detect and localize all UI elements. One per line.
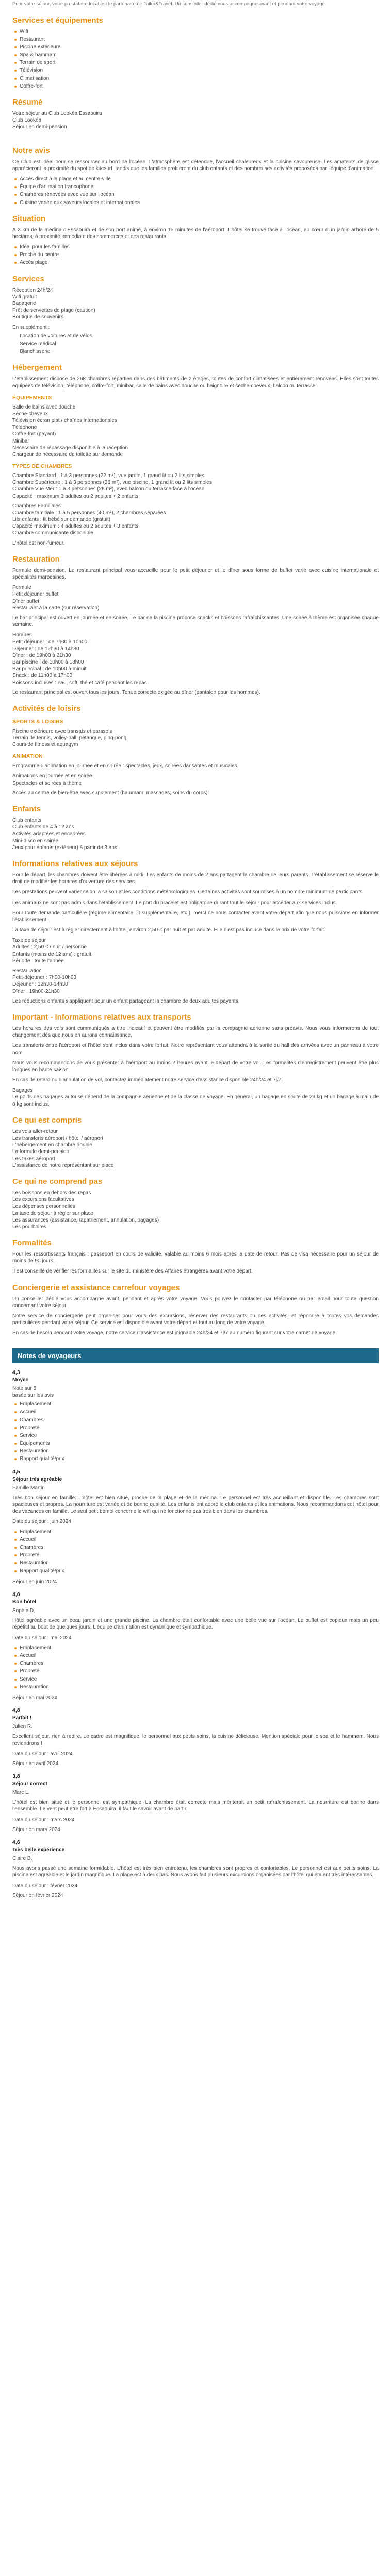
section-title-conciergerie: Conciergerie et assistance carrefour voyages (12, 1283, 180, 1292)
excluded-line: Les excursions facultatives (12, 1197, 74, 1203)
notes-summary (12, 1369, 379, 1463)
list-item: Emplacement (13, 1529, 379, 1535)
review-title: Bon hôtel (12, 1599, 37, 1605)
excluded-line: La taxe de séjour à régler sur place (12, 1210, 93, 1216)
review-score: 4,6 (12, 1839, 20, 1846)
hours-line: Bar piscine : de 10h00 à 18h00 (12, 659, 84, 666)
review-score: 4,0 (12, 1591, 20, 1598)
list-item: Équipe d'animation francophone (13, 183, 379, 190)
list-item: Accueil (13, 1409, 379, 1415)
infos-subtitle: Taxe de séjour (12, 938, 46, 944)
review-text: L'hôtel est bien situé et le personnel est sympathique. La chambre était correcte mais mériterait un petit rafraîchissement. La nourriture est bonne dans l'ensemble. Le vent peut être fort à Essaouira, il faut le savoir avant de partir. (12, 1800, 379, 1812)
summary-line: basée sur les avis (12, 1392, 54, 1398)
list-item: Rapport qualité/prix (13, 1455, 379, 1462)
list-item: Service (13, 1432, 379, 1439)
services-subtitle: En supplément : (12, 324, 50, 330)
services-line: Réception 24h/24 (12, 287, 53, 293)
section-title-transports: Important - Informations relatives aux transports (12, 1012, 191, 1022)
kids-line: Club enfants de 4 à 12 ans (12, 824, 74, 831)
family-room-title: Chambres Familiales (12, 503, 61, 509)
section-title-situation: Situation (12, 214, 46, 223)
avis-paragraph: Ce Club est idéal pour se ressourcer au bord de l'océan. L'atmosphère est détendue, l'accueil chaleureux et la cuisine savoureuse. Les amateurs de glisse apprécieront la proximité du spot de kitesurf, tandis que les familles profiteront du club enfants et des nombreuses activités proposées par l'équipe d'animation. (12, 159, 379, 172)
list-item: Terrain de sport (13, 59, 379, 66)
list-item: Service (13, 1676, 379, 1683)
list-item: Blanchisserie (20, 349, 51, 355)
infos-paragraph: Les réductions enfants s'appliquent pour un enfant partageant la chambre de deux adultes payants. (12, 998, 240, 1004)
equipment-line: Télévision écran plat / chaînes internationales (12, 417, 117, 423)
infos-paragraph: Pour toute demande particulière (régime alimentaire, lit supplémentaire, etc.), merci de nous contacter avant votre départ afin que nous puissions en informer l'établissement. (12, 910, 379, 923)
infos-subtitle: Restauration (12, 968, 42, 974)
review-period: Séjour en mars 2024 (12, 1826, 60, 1833)
infos-paragraph: Les animaux ne sont pas admis dans l'établissement. Le port du bracelet est obligatoire durant tout le séjour pour accéder aux services inclus. (12, 900, 337, 906)
activity-line: Cours de fitness et aquagym (12, 742, 78, 748)
activity-line: Spectacles et soirées à thème (12, 780, 82, 786)
equipment-line: Nécessaire de repassage disponible à la réception (12, 445, 128, 451)
list-item: Propreté (13, 1552, 379, 1558)
services-line: Wifi gratuit (12, 294, 37, 300)
subsection-title: ANIMATION (12, 753, 43, 760)
transports-paragraph: En cas de retard ou d'annulation de vol, contactez immédiatement notre service d'assistance disponible 24h/24 et 7j/7. (12, 1077, 283, 1083)
list-item: Accueil (13, 1536, 379, 1543)
restauration-subtitle: Horaires (12, 632, 32, 638)
review-author: Marc L. (12, 1790, 30, 1796)
review-date: Date du séjour : juin 2024 (12, 1519, 71, 1525)
subsection-title: TYPES DE CHAMBRES (12, 463, 72, 470)
review-text: Excellent séjour, rien à redire. Le cadre est magnifique, le personnel aux petits soins, la cuisine délicieuse. Mention spéciale pour le spa et le hammam. Nous reviendrons ! (12, 1734, 379, 1747)
kids-line: Mini-disco en soirée (12, 838, 58, 844)
review-date: Date du séjour : mars 2024 (12, 1817, 75, 1823)
services-line: Prêt de serviettes de plage (caution) (12, 308, 95, 314)
list-item: Chambres (13, 1660, 379, 1667)
transports-paragraph: Les transferts entre l'aéroport et l'hôtel sont inclus dans votre forfait. Notre représentant vous attendra à la sortie du hall des arrivées avec un panneau à votre nom. (12, 1043, 379, 1056)
section-title-included: Ce qui est compris (12, 1115, 82, 1125)
list-item: Piscine extérieure (13, 44, 379, 50)
services-line: Boutique de souvenirs (12, 314, 63, 320)
section-title-services-hotel: Services (12, 274, 44, 283)
avis-list (13, 176, 379, 206)
list-item: Wifi (13, 28, 379, 35)
review-title: Très belle expérience (12, 1846, 65, 1853)
activity-paragraph: Accès au centre de bien-être avec supplément (hammam, massages, soins du corps). (12, 790, 209, 796)
review-period: Séjour en mai 2024 (12, 1694, 57, 1701)
room-line: Chambre Standard : 1 à 3 personnes (22 m²), vue jardin, 1 grand lit ou 2 lits simples (12, 472, 204, 479)
activity-line: Piscine extérieure avec transats et parasols (12, 728, 112, 734)
transports-paragraph: Les horaires des vols sont communiqués à titre indicatif et peuvent être modifiés par la compagnie aérienne sans préavis. Nous vous informerons de tout changement dès que nous en aurons connaissance. (12, 1025, 379, 1039)
kids-line: Activités adaptées et encadrées (12, 831, 86, 837)
services-line: Bagagerie (12, 301, 36, 307)
notes-header-bar: Notes de voyageurs (12, 1348, 379, 1363)
transports-subtitle: Bagages (12, 1088, 33, 1094)
conciergerie-paragraph: En cas de besoin pendant votre voyage, notre service d'assistance est joignable 24h/24 et 7j/7 au numéro figurant sur votre carnet de voyage. (12, 1330, 337, 1336)
situation-paragraph: À 3 km de la médina d'Essaouira et de son port animé, à environ 15 minutes de l'aéroport. L'hôtel se trouve face à l'océan, au cœur d'un jardin arboré de 5 hectares, à proximité immédiate des commerces et des restaurants. (12, 227, 379, 240)
room-line: Chambre communicante disponible (12, 530, 93, 536)
list-item: Emplacement (13, 1401, 379, 1408)
review-criteria (13, 1645, 379, 1690)
infos-paragraph: La taxe de séjour est à régler directement à l'hôtel, environ 2,50 € par nuit et par adulte. Elle n'est pas incluse dans le prix de votre forfait. (12, 927, 325, 934)
equipment-line: Minibar (12, 438, 29, 444)
review-author: Julien R. (12, 1724, 32, 1730)
section-title-enfants: Enfants (12, 805, 41, 814)
list-item: Accès plage (13, 259, 379, 266)
hours-line: Dîner : de 19h00 à 21h30 (12, 652, 71, 658)
equipment-line: Salle de bains avec douche (12, 404, 76, 410)
criteria-list (13, 1401, 379, 1463)
section-title-restauration: Restauration (12, 554, 60, 564)
restauration-paragraph: Le bar principal est ouvert en journée et en soirée. Le bar de la piscine propose snacks et boissons rafraîchissantes. Une soirée à thème est organisée chaque semaine. (12, 615, 379, 628)
conciergerie-paragraph: Notre service de conciergerie peut organiser pour vous des excursions, réserver des restaurants ou des activités, et répondre à toutes vos demandes particulières pendant votre séjour. Ce service est disponible avant votre départ et tout au long de votre voyage. (12, 1313, 379, 1326)
review-text: Nous avons passé une semaine formidable. L'hôtel est très bien entretenu, les chambres sont propres et confortables. Le personnel est aux petits soins. La piscine est agréable et le jardin magnifique. La plage est à deux pas. Nous avons fait plusieurs excursions organisées par l'hôtel qui étaient très intéressantes. (12, 1866, 379, 1878)
tax-line: Période : toute l'année (12, 958, 64, 964)
list-item: Chambres rénovées avec vue sur l'océan (13, 191, 379, 198)
restauration-line: Restaurant à la carte (sur réservation) (12, 605, 100, 611)
services-extra-list (13, 333, 379, 355)
restauration-paragraph: Formule demi-pension. Le restaurant principal vous accueille pour le petit déjeuner et le dîner sous forme de buffet varié avec cuisine internationale et spécialités marocaines. (12, 567, 379, 580)
review-title: Séjour très agréable (12, 1476, 62, 1482)
section-title-activites: Activités de loisirs (12, 704, 81, 713)
tax-line: Enfants (moins de 12 ans) : gratuit (12, 951, 91, 957)
list-item: Télévision (13, 67, 379, 74)
hebergement-note: L'hôtel est non-fumeur. (12, 540, 65, 546)
review-criteria (13, 1529, 379, 1574)
overall-label: Moyen (12, 1377, 29, 1383)
section-title-infos: Informations relatives aux séjours (12, 859, 138, 868)
kids-subtitle: Club enfants (12, 818, 42, 824)
subsection-title: ÉQUIPEMENTS (12, 394, 52, 401)
transports-paragraph: Nous vous recommandons de vous présenter à l'aéroport au moins 2 heures avant le départ de votre vol. Les formalités d'enregistrement peuvent être plus longues en haute saison. (12, 1060, 379, 1073)
list-item: Restauration (13, 1684, 379, 1690)
list-item: Proche du centre (13, 251, 379, 258)
list-item: Service médical (20, 341, 56, 347)
summary-line: Note sur 5 (12, 1385, 37, 1392)
hours-line: Boissons incluses : eau, soft, thé et café pendant les repas (12, 680, 147, 686)
review-item (12, 1469, 379, 1585)
restauration-line: Dîner buffet (12, 598, 40, 604)
list-item: Propreté (13, 1668, 379, 1674)
list-item: Cuisine variée aux saveurs locales et internationales (13, 199, 379, 206)
list-item: Accueil (13, 1652, 379, 1659)
list-item: Restaurant (13, 36, 379, 43)
list-item: Chambres (13, 1417, 379, 1423)
subsection-title: SPORTS & LOISIRS (12, 719, 63, 725)
included-line: Les transferts aéroport / hôtel / aéroport (12, 1136, 104, 1142)
list-item: Chambres (13, 1544, 379, 1551)
equipment-line: Coffre-fort (payant) (12, 431, 56, 437)
kids-line: Jeux pour enfants (extérieur) à partir de 3 ans (12, 844, 117, 851)
tax-line: Adultes : 2,50 € / nuit / personne (12, 944, 87, 951)
excluded-line: Les dépenses personnelles (12, 1204, 75, 1210)
hours-line: Snack : de 11h00 à 17h00 (12, 673, 73, 679)
room-line: Capacité : maximum 3 adultes ou 2 adultes + 2 enfants (12, 493, 139, 499)
included-line: La formule demi-pension (12, 1149, 70, 1155)
list-item: Propreté (13, 1425, 379, 1431)
review-period: Séjour en juin 2024 (12, 1579, 57, 1585)
hebergement-paragraph: L'établissement dispose de 268 chambres réparties dans des bâtiments de 2 étages, toutes de confort climatisées et entièrement rénovées. Elles sont toutes équipées de télévision, téléphone, coffre-fort, minibar, salle de bains avec douche ou baignoire et sèche-cheveux, balcon ou terrasse. (12, 376, 379, 389)
restauration-paragraph: Le restaurant principal est ouvert tous les jours. Tenue correcte exigée au dîner (pantalon pour les hommes). (12, 689, 260, 696)
room-line: Chambre familiale : 1 à 5 personnes (40 m²), 2 chambres séparées (12, 510, 166, 516)
list-item: Idéal pour les familles (13, 244, 379, 250)
review-item (12, 1707, 379, 1767)
list-item: Emplacement (13, 1645, 379, 1651)
review-text: Hôtel agréable avec un beau jardin et une grande piscine. La chambre était confortable avec une belle vue sur l'océan. Le buffet est copieux mais un peu répétitif au bout de quelques jours. L'équipe d'animation est dynamique et sympathique. (12, 1618, 379, 1631)
activity-line: Animations en journée et en soirée (12, 773, 92, 779)
restauration-line: Petit déjeuner buffet (12, 591, 59, 598)
infos-line: Déjeuner : 12h30-14h30 (12, 981, 68, 988)
resume-line: Club Lookéa (12, 117, 42, 124)
included-line: Les taxes aéroport (12, 1156, 55, 1162)
infos-paragraph: Pour le départ, les chambres doivent être libérées à midi. Les enfants de moins de 2 ans partagent la chambre de leurs parents. L'établissement se réserve le droit de modifier les horaires d'ouverture des services. (12, 872, 379, 885)
review-item (12, 1591, 379, 1701)
room-line: Lits enfants : lit bébé sur demande (gratuit) (12, 517, 111, 523)
review-date: Date du séjour : mai 2024 (12, 1635, 72, 1641)
section-title-hebergement: Hébergement (12, 363, 62, 372)
situation-list (13, 244, 379, 266)
section-title-excluded: Ce qui ne comprend pas (12, 1177, 103, 1186)
included-line: Les vols aller-retour (12, 1128, 58, 1134)
formalites-paragraph: Pour les ressortissants français : passeport en cours de validité, valable au moins 6 mois après la date de retour. Pas de visa nécessaire pour un séjour de moins de 90 jours. (12, 1251, 379, 1264)
review-date: Date du séjour : février 2024 (12, 1883, 78, 1889)
formalites-paragraph: Il est conseillé de vérifier les formalités sur le site du ministère des Affaires étrangères avant votre départ. (12, 1268, 253, 1275)
review-author: Famille Martin (12, 1485, 45, 1491)
equipment-line: Chargeur de nécessaire de toilette sur demande (12, 451, 123, 457)
list-item: Restauration (13, 1448, 379, 1454)
section-title-avis: Notre avis (12, 146, 50, 155)
review-item (12, 1773, 379, 1833)
review-score: 3,8 (12, 1773, 20, 1780)
list-item: Accès direct à la plage et au centre-ville (13, 176, 379, 182)
section-title-services: Services et équipements (12, 15, 103, 25)
review-score: 4,8 (12, 1707, 20, 1714)
list-item: Restauration (13, 1560, 379, 1566)
overall-score: 4,3 (12, 1369, 20, 1376)
hours-line: Petit déjeuner : de 7h00 à 10h00 (12, 639, 88, 645)
activity-line: Terrain de tennis, volley-ball, pétanque, ping-pong (12, 735, 127, 741)
list-item: Spa & hammam (13, 52, 379, 58)
conciergerie-paragraph: Un conseiller dédié vous accompagne avant, pendant et après votre voyage. Vous pouvez le contacter par téléphone ou par email pour toute question concernant votre séjour. (12, 1296, 379, 1309)
excluded-line: Les boissons en dehors des repas (12, 1190, 91, 1196)
equipment-line: Téléphone (12, 425, 37, 431)
resume-line: Séjour en demi-pension (12, 124, 67, 130)
section-title-resume: Résumé (12, 98, 43, 107)
infos-paragraph: Les prestations peuvent varier selon la saison et les conditions météorologiques. Certaines activités sont soumises à un nombre minimum de participants. (12, 889, 364, 895)
hours-line: Bar principal : de 10h00 à minuit (12, 666, 87, 672)
review-text: Très bon séjour en famille. L'hôtel est bien situé, proche de la plage et de la médina. Le personnel est très accueillant et disponible. Les chambres sont spacieuses et propres. La nourriture est variée et de bonne qualité. Les enfants ont adoré le club enfants et les animations. Nous recommandons cet hôtel pour des vacances en famille. Le seul petit bémol concerne le wifi qui ne fonctionne pas très bien dans les chambres. (12, 1495, 379, 1515)
intro-text: Pour votre séjour, votre prestataire local est le partenaire de Tailor&Travel. Un conseiller dédié vous accompagne avant et pendant votre voyage. (12, 1, 327, 7)
review-author: Sophie D. (12, 1608, 35, 1614)
activity-paragraph: Programme d'animation en journée et en soirée : spectacles, jeux, soirées dansantes et musicales. (12, 763, 239, 769)
list-item: Rapport qualité/prix (13, 1568, 379, 1574)
list-item: Coffre-fort (13, 83, 379, 90)
room-line: Chambre Vue Mer : 1 à 3 personnes (26 m²), avec balcon ou terrasse face à l'océan (12, 486, 205, 493)
review-item (12, 1839, 379, 1899)
section-title-formalites: Formalités (12, 1239, 52, 1248)
review-period: Séjour en avril 2024 (12, 1760, 58, 1767)
resume-line: Votre séjour au Club Lookéa Essaouira (12, 111, 102, 117)
review-score: 4,5 (12, 1468, 20, 1475)
review-title: Séjour correct (12, 1781, 47, 1787)
infos-line: Petit-déjeuner : 7h00-10h00 (12, 975, 76, 981)
equipment-line: Sèche-cheveux (12, 411, 48, 417)
excluded-line: Les assurances (assistance, rapatriement, annulation, bagages) (12, 1217, 159, 1223)
review-title: Parfait ! (12, 1715, 32, 1721)
list-item: Climatisation (13, 75, 379, 82)
excluded-line: Les pourboires (12, 1224, 47, 1230)
list-item: Location de voitures et de vélos (20, 333, 92, 339)
included-line: L'assistance de notre représentant sur place (12, 1162, 114, 1168)
review-author: Claire B. (12, 1856, 32, 1862)
transports-paragraph: Le poids des bagages autorisé dépend de la compagnie aérienne et de la classe de voyage. En général, un bagage en soute de 23 kg et un bagage à main de 8 kg sont inclus. (12, 1094, 379, 1107)
hours-line: Déjeuner : de 12h30 à 14h30 (12, 646, 79, 652)
services-list (13, 28, 379, 90)
review-date: Date du séjour : avril 2024 (12, 1751, 73, 1757)
infos-line: Dîner : 19h00-21h30 (12, 988, 60, 994)
room-line: Chambre Supérieure : 1 à 3 personnes (26 m²), vue piscine, 1 grand lit ou 2 lits simples (12, 480, 212, 486)
restauration-subtitle: Formule (12, 585, 31, 591)
review-period: Séjour en février 2024 (12, 1892, 63, 1899)
list-item: Équipements (13, 1440, 379, 1447)
room-line: Capacité maximum : 4 adultes ou 2 adultes + 3 enfants (12, 523, 139, 530)
included-line: L'hébergement en chambre double (12, 1142, 92, 1148)
